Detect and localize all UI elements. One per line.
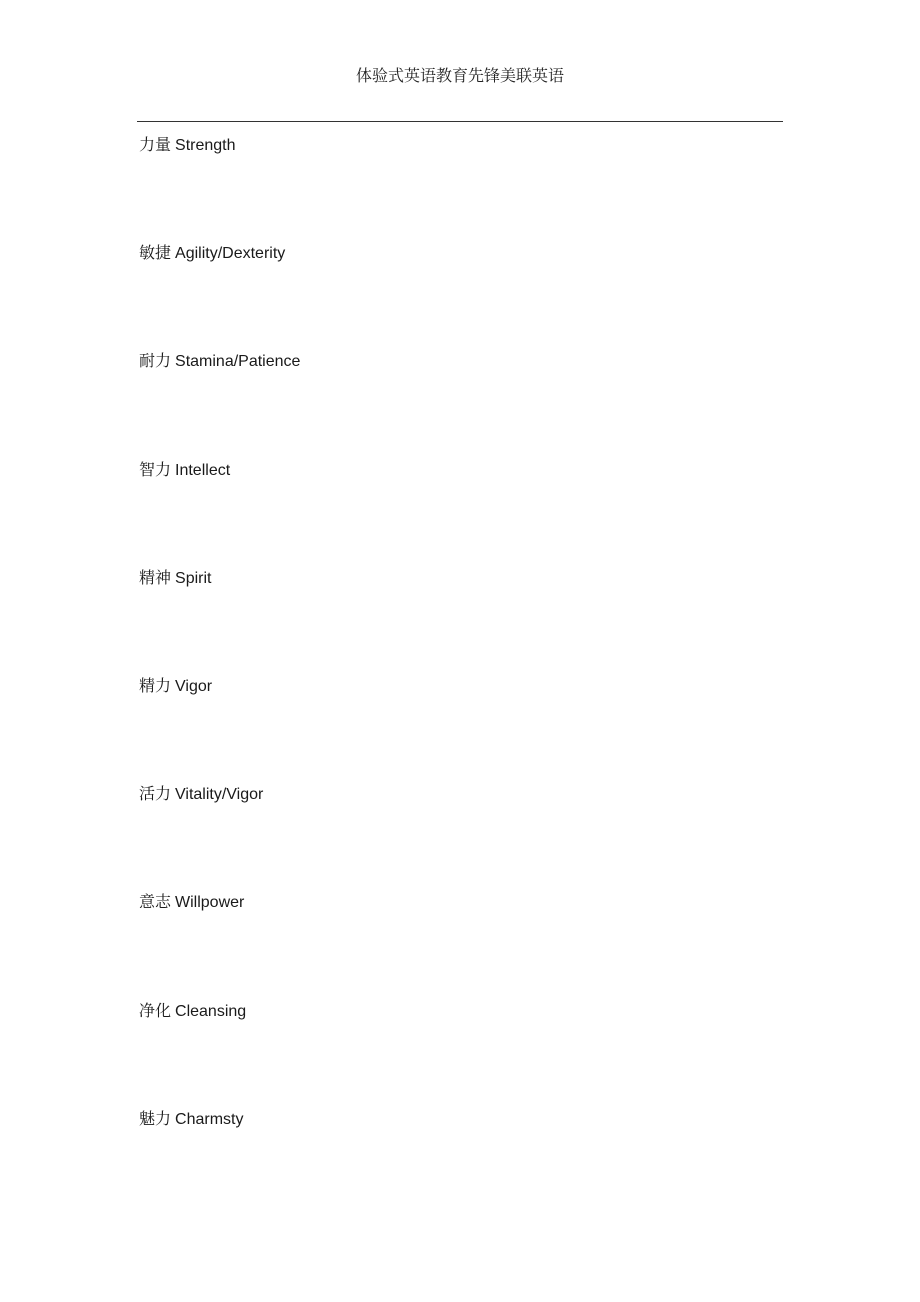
term-english: Intellect (175, 461, 231, 479)
term-chinese: 耐力 (139, 351, 172, 371)
term-item-cleansing (139, 1000, 300, 1108)
term-english: Stamina/Patience (175, 353, 301, 371)
term-chinese: 精神 (139, 567, 172, 587)
term-item-vitality (139, 783, 300, 891)
term-item-spirit (139, 567, 300, 675)
term-chinese: 精力 (139, 675, 172, 695)
term-item-charisma (139, 1108, 300, 1216)
term-english: Willpower (175, 894, 245, 912)
term-item-stamina (139, 350, 300, 458)
term-item-agility (139, 242, 300, 350)
term-item-intellect (139, 459, 300, 567)
term-item-willpower (139, 891, 300, 999)
term-english: Agility/Dexterity (175, 245, 286, 263)
term-chinese: 智力 (139, 459, 172, 479)
term-chinese: 力量 (139, 135, 172, 154)
term-chinese: 净化 (139, 1000, 172, 1020)
term-english: Vitality/Vigor (175, 786, 264, 804)
term-english: Charmsty (175, 1110, 244, 1128)
term-chinese: 魅力 (139, 1108, 172, 1128)
term-english: Strength (175, 137, 236, 154)
term-english: Vigor (175, 677, 213, 695)
term-chinese: 意志 (139, 892, 172, 912)
term-item-strength (139, 134, 300, 242)
term-chinese: 敏捷 (139, 243, 172, 263)
term-english: Cleansing (175, 1002, 247, 1020)
term-chinese: 活力 (139, 784, 172, 804)
term-item-vigor (139, 675, 300, 783)
term-english: Spirit (175, 569, 212, 587)
header-divider (137, 121, 783, 122)
page-header-title: 体验式英语教育先锋美联英语 (355, 66, 564, 85)
term-list (139, 134, 300, 1216)
